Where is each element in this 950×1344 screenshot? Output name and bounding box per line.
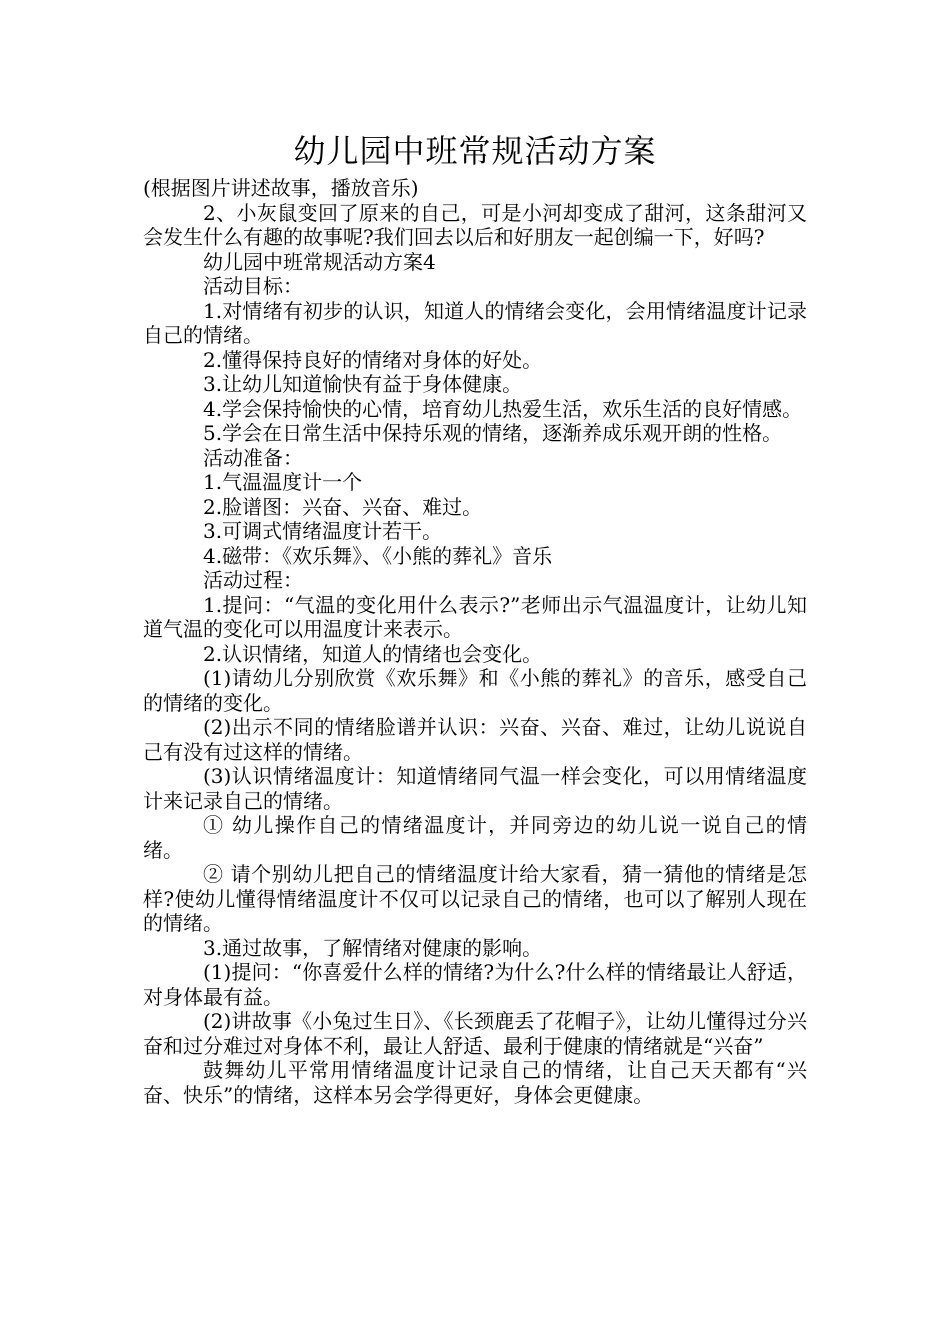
paragraph: 2.认识情绪，知道人的情绪也会变化。 <box>203 641 543 666</box>
paragraph: 2.脸谱图：兴奋、兴奋、难过。 <box>203 494 483 519</box>
paragraph: 4.磁带：《欢乐舞》、《小熊的葬礼》音乐 <box>203 543 553 568</box>
paragraph: 活动目标： <box>203 274 303 298</box>
paragraph: (2)出示不同的情绪脸谱并认识：兴奋、兴奋、难过，让幼儿说说自己有没有过这样的情绪。 <box>143 715 807 764</box>
paragraph: 1.对情绪有初步的认识，知道人的情绪会变化，会用情绪温度计记录自己的情绪。 <box>143 298 807 347</box>
paragraph: 5.学会在日常生活中保持乐观的情绪，逐渐养成乐观开朗的性格。 <box>203 421 783 445</box>
paragraph: 鼓舞幼儿平常用情绪温度计记录自己的情绪，让自己天天都有“兴奋、快乐”的情绪，这样本另会学得更好，身体会更健康。 <box>143 1058 807 1107</box>
paragraph: ① 幼儿操作自己的情绪温度计，并同旁边的幼儿说一说自己的情绪。 <box>143 813 807 862</box>
paragraph: 活动准备： <box>203 445 303 470</box>
document-body <box>143 176 807 1107</box>
document-page <box>143 128 807 1107</box>
paragraph: 2.懂得保持良好的情绪对身体的好处。 <box>203 347 543 372</box>
paragraph: ② 请个别幼儿把自己的情绪温度计给大家看，猜一猜他的情绪是怎样?使幼儿懂得情绪温度计不仅可以记录自己的情绪，也可以了解别人现在的情绪。 <box>143 862 807 935</box>
document-title: 幼儿园中班常规活动方案 <box>293 132 657 170</box>
paragraph: 1.提问：“气温的变化用什么表示?”老师出示气温温度计，让幼儿知道气温的变化可以用温度计来表示。 <box>143 592 807 641</box>
paragraph: (1)请幼儿分别欣赏《欢乐舞》和《小熊的葬礼》的音乐，感受自己的情绪的变化。 <box>143 666 807 715</box>
paragraph: 3.通过故事，了解情绪对健康的影响。 <box>203 935 543 960</box>
paragraph: 2、小灰鼠变回了原来的自己，可是小河却变成了甜河，这条甜河又会发生什么有趣的故事呢?我们回去以后和好朋友一起创编一下，好吗? <box>143 200 807 249</box>
paragraph: (2)讲故事《小兔过生日》、《长颈鹿丢了花帽子》，让幼儿懂得过分兴奋和过分难过对身体不利，最让人舒适、最利于健康的情绪就是“兴奋” <box>143 1009 807 1058</box>
paragraph: 3.让幼儿知道愉快有益于身体健康。 <box>203 372 523 396</box>
paragraph: 3.可调式情绪温度计若干。 <box>203 519 443 543</box>
paragraph: 1.气温温度计一个 <box>203 470 363 494</box>
paragraph: (1)提问：“你喜爱什么样的情绪?为什么?什么样的情绪最让人舒适，对身体最有益。 <box>143 960 807 1009</box>
paragraph: (3)认识情绪温度计：知道情绪同气温一样会变化，可以用情绪温度计来记录自己的情绪。 <box>143 764 807 813</box>
paragraph: 4.学会保持愉快的心情，培育幼儿热爱生活，欢乐生活的良好情感。 <box>203 396 803 421</box>
paragraph: 活动过程： <box>203 568 303 592</box>
paragraph: (根据图片讲述故事，播放音乐) <box>143 176 419 200</box>
paragraph: 幼儿园中班常规活动方案4 <box>203 249 436 274</box>
